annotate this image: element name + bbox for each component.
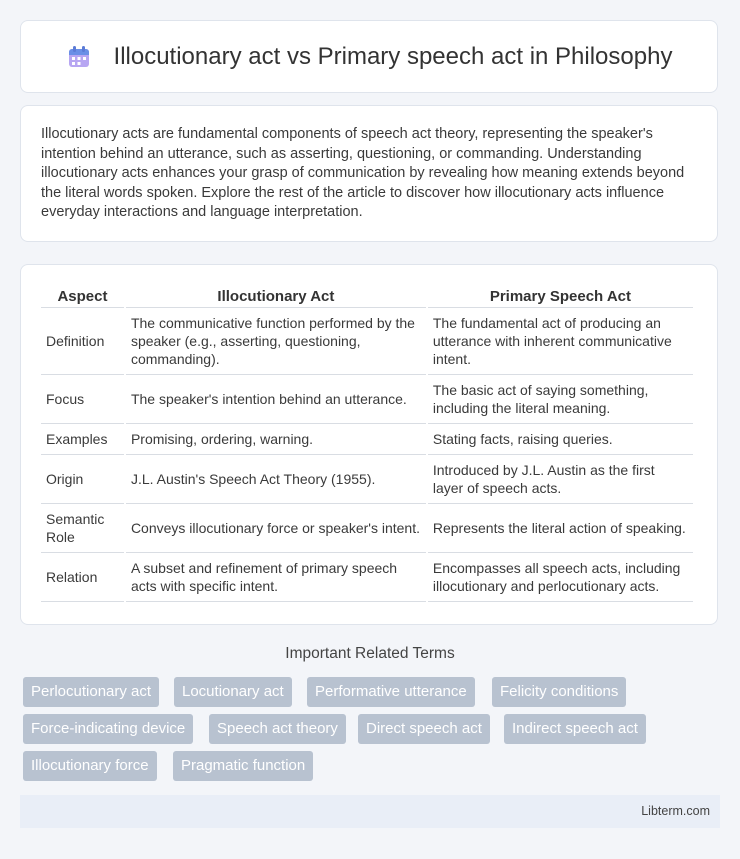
table-cell: Conveys illocutionary force or speaker's intent. [126,504,426,553]
table-cell: Definition [41,308,124,375]
table-cell: Focus [41,375,124,424]
table-cell: The communicative function performed by the speaker (e.g., asserting, questioning, commanding). [126,308,426,375]
table-cell: Semantic Role [41,504,124,553]
table-row [41,455,693,504]
table-row [41,424,693,455]
related-term-tag[interactable]: Indirect speech act [504,714,646,744]
table-cell: Examples [41,424,124,455]
comparison-table-card [20,264,718,625]
title-card [20,20,718,93]
intro-card [20,105,718,242]
related-term-tag[interactable]: Performative utterance [307,677,475,707]
table-cell: Represents the literal action of speaking. [428,504,693,553]
comparison-table [39,285,695,602]
table-cell: J.L. Austin's Speech Act Theory (1955). [126,455,426,504]
table-row [41,553,693,602]
footer [20,795,720,828]
intro-text: Illocutionary acts are fundamental components of speech act theory, representing the speaker's intention behind an utterance, such as asserting, questioning, or commanding. Understanding illocutionary acts enhances your grasp of communication by revealing how meaning extends beyond the literal words spoken. Explore the rest of the article to discover how illocutionary acts influence everyday interactions and language interpretation. [41,126,685,220]
table-cell: The fundamental act of producing an utterance with inherent communicative intent. [428,308,693,375]
page-title: Illocutionary act vs Primary speech act in Philosophy [113,42,673,70]
table-cell: A subset and refinement of primary speech acts with specific intent. [126,553,426,602]
table-row [41,504,693,553]
header-primary-speech-act: Primary Speech Act [428,285,693,308]
table-header-row [41,285,693,308]
calendar-icon [66,44,92,70]
table-cell: The basic act of saying something, including the literal meaning. [428,375,693,424]
related-term-tag[interactable]: Speech act theory [209,714,346,744]
table-cell: Origin [41,455,124,504]
table-cell: Promising, ordering, warning. [126,424,426,455]
related-term-tag[interactable]: Illocutionary force [23,751,157,781]
related-terms-heading: Important Related Terms [285,645,455,662]
header-aspect: Aspect [41,285,124,308]
table-cell: Relation [41,553,124,602]
table-cell: The speaker's intention behind an utterance. [126,375,426,424]
related-term-tag[interactable]: Locutionary act [174,677,292,707]
header-illocutionary-act: Illocutionary Act [126,285,426,308]
table-cell: Introduced by J.L. Austin as the first layer of speech acts. [428,455,693,504]
table-cell: Encompasses all speech acts, including illocutionary and perlocutionary acts. [428,553,693,602]
table-row [41,308,693,375]
table-row [41,375,693,424]
related-term-tag[interactable]: Pragmatic function [173,751,313,781]
related-term-tag[interactable]: Perlocutionary act [23,677,159,707]
related-term-tag[interactable]: Force-indicating device [23,714,193,744]
footer-site-link[interactable]: Libterm.com [641,804,710,818]
related-term-tag[interactable]: Direct speech act [358,714,490,744]
related-term-tag[interactable]: Felicity conditions [492,677,626,707]
table-cell: Stating facts, raising queries. [428,424,693,455]
